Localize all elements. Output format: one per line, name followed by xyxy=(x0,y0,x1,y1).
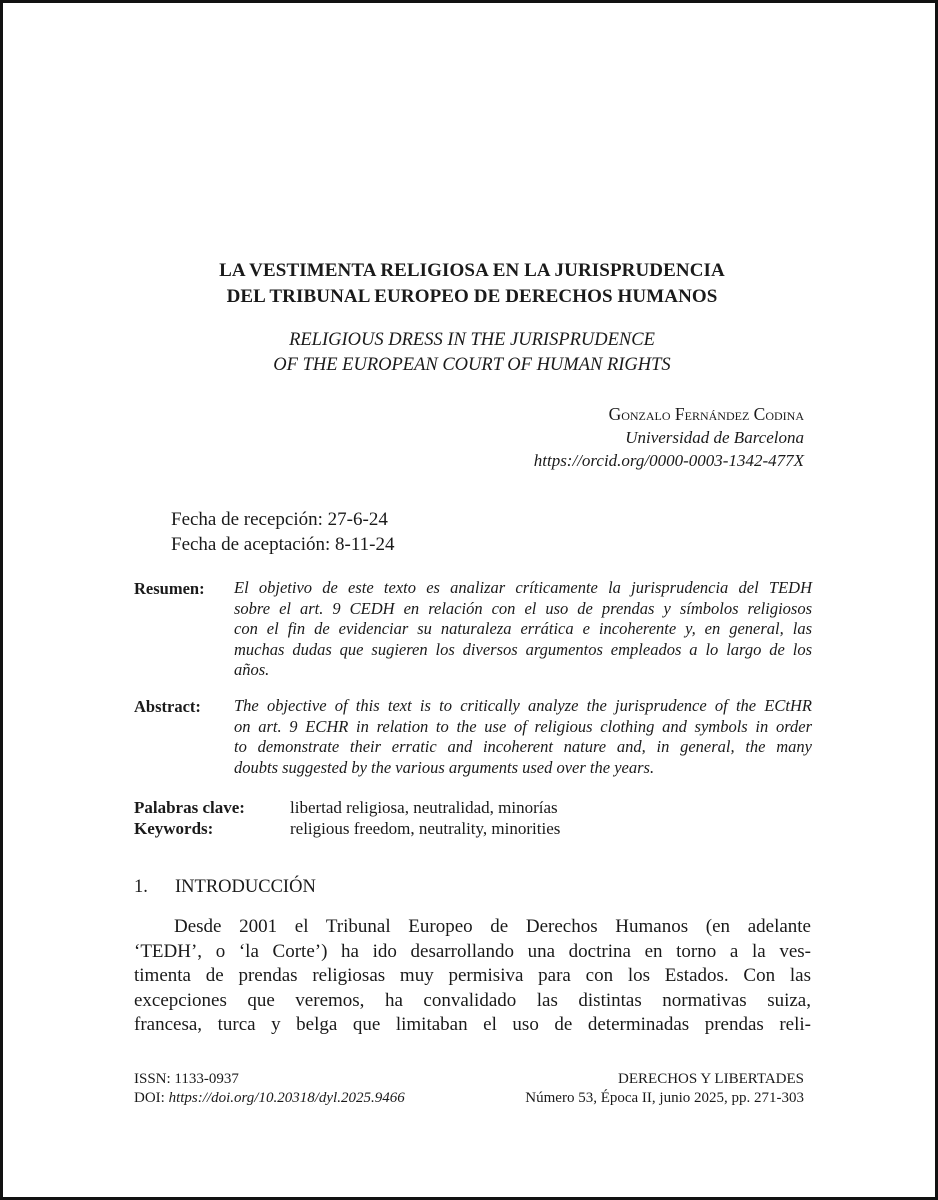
doi-label: DOI: xyxy=(134,1090,169,1106)
resumen-text xyxy=(234,578,812,681)
author-orcid-link[interactable]: https://orcid.org/0000-0003-1342-477X xyxy=(533,451,804,470)
keywords-en-text: religious freedom, neutrality, minorities xyxy=(290,819,561,838)
section-number: 1. xyxy=(134,877,148,897)
body-line: excepciones que veremos, ha convalidado las distintas normativas suiza, xyxy=(134,989,811,1011)
abstract-line: The objective of this text is to critically analyze the jurisprudence of the ECtHR xyxy=(234,696,812,715)
author-block xyxy=(534,403,804,472)
resumen-line: muchas dudas que sugieren los diversos argumentos empleados a lo largo de los xyxy=(234,639,812,659)
title-line-1: LA VESTIMENTA RELIGIOSA EN LA JURISPRUDENCIA xyxy=(219,260,725,281)
abstract-line: to demonstrate their erratic and incoherent nature and, in general, the many xyxy=(234,737,812,757)
footer-left xyxy=(134,1070,405,1108)
doi-link[interactable]: https://doi.org/10.20318/dyl.2025.9466 xyxy=(168,1090,405,1106)
journal-name: DERECHOS Y LIBERTADES xyxy=(618,1071,804,1087)
resumen-line: con el fin de evidenciar su naturaleza errática e incoherente y, en general, las xyxy=(234,619,812,639)
resumen-line: sobre el art. 9 CEDH en relación con el uso de prendas y símbolos religiosos xyxy=(234,598,812,618)
subtitle-line-1: RELIGIOUS DRESS IN THE JURISPRUDENCE xyxy=(289,330,655,350)
dates-block xyxy=(171,507,395,557)
keywords-es-label: Palabras clave: xyxy=(134,798,245,817)
doi-line xyxy=(134,1089,405,1108)
paper-title xyxy=(3,258,938,310)
resumen-label: Resumen: xyxy=(134,579,205,598)
issue-info: Número 53, Época II, junio 2025, pp. 271-303 xyxy=(525,1090,804,1106)
section-title: INTRODUCCIÓN xyxy=(175,877,316,897)
paper-subtitle xyxy=(3,328,938,378)
subtitle-line-2: OF THE EUROPEAN COURT OF HUMAN RIGHTS xyxy=(273,355,671,375)
acceptance-date: Fecha de aceptación: 8-11-24 xyxy=(171,534,395,555)
body-line: Desde 2001 el Tribunal Europeo de Derechos Humanos (en adelante xyxy=(174,916,811,937)
resumen-line: El objetivo de este texto es analizar críticamente la jurisprudencia del TEDH xyxy=(234,578,812,597)
abstract-line: on art. 9 ECHR in relation to the use of religious clothing and symbols in order xyxy=(234,716,812,736)
body-paragraph xyxy=(134,915,811,1038)
body-line: timenta de prendas religiosas muy permisiva para con los Estados. Con las xyxy=(134,965,811,987)
keywords-es-text: libertad religiosa, neutralidad, minorías xyxy=(290,798,558,817)
abstract-text xyxy=(234,696,812,778)
title-line-2: DEL TRIBUNAL EUROPEO DE DERECHOS HUMANOS xyxy=(226,286,718,307)
abstract-label: Abstract: xyxy=(134,697,201,716)
abstract-line: doubts suggested by the various arguments used over the years. xyxy=(234,757,655,777)
body-line: francesa, turca y belga que limitaban el uso de determinadas prendas reli- xyxy=(134,1014,811,1036)
resumen-line: años. xyxy=(234,660,270,680)
footer-right xyxy=(525,1070,804,1108)
author-name: Gonzalo Fernández Codina xyxy=(608,404,804,424)
keywords-en-label: Keywords: xyxy=(134,819,214,838)
issn: ISSN: 1133-0937 xyxy=(134,1071,239,1087)
section-heading xyxy=(134,875,316,899)
author-affiliation: Universidad de Barcelona xyxy=(625,428,804,447)
body-line: ‘TEDH’, o ‘la Corte’) ha ido desarrollando una doctrina en torno a la ves- xyxy=(134,940,811,962)
reception-date: Fecha de recepción: 27-6-24 xyxy=(171,509,388,530)
